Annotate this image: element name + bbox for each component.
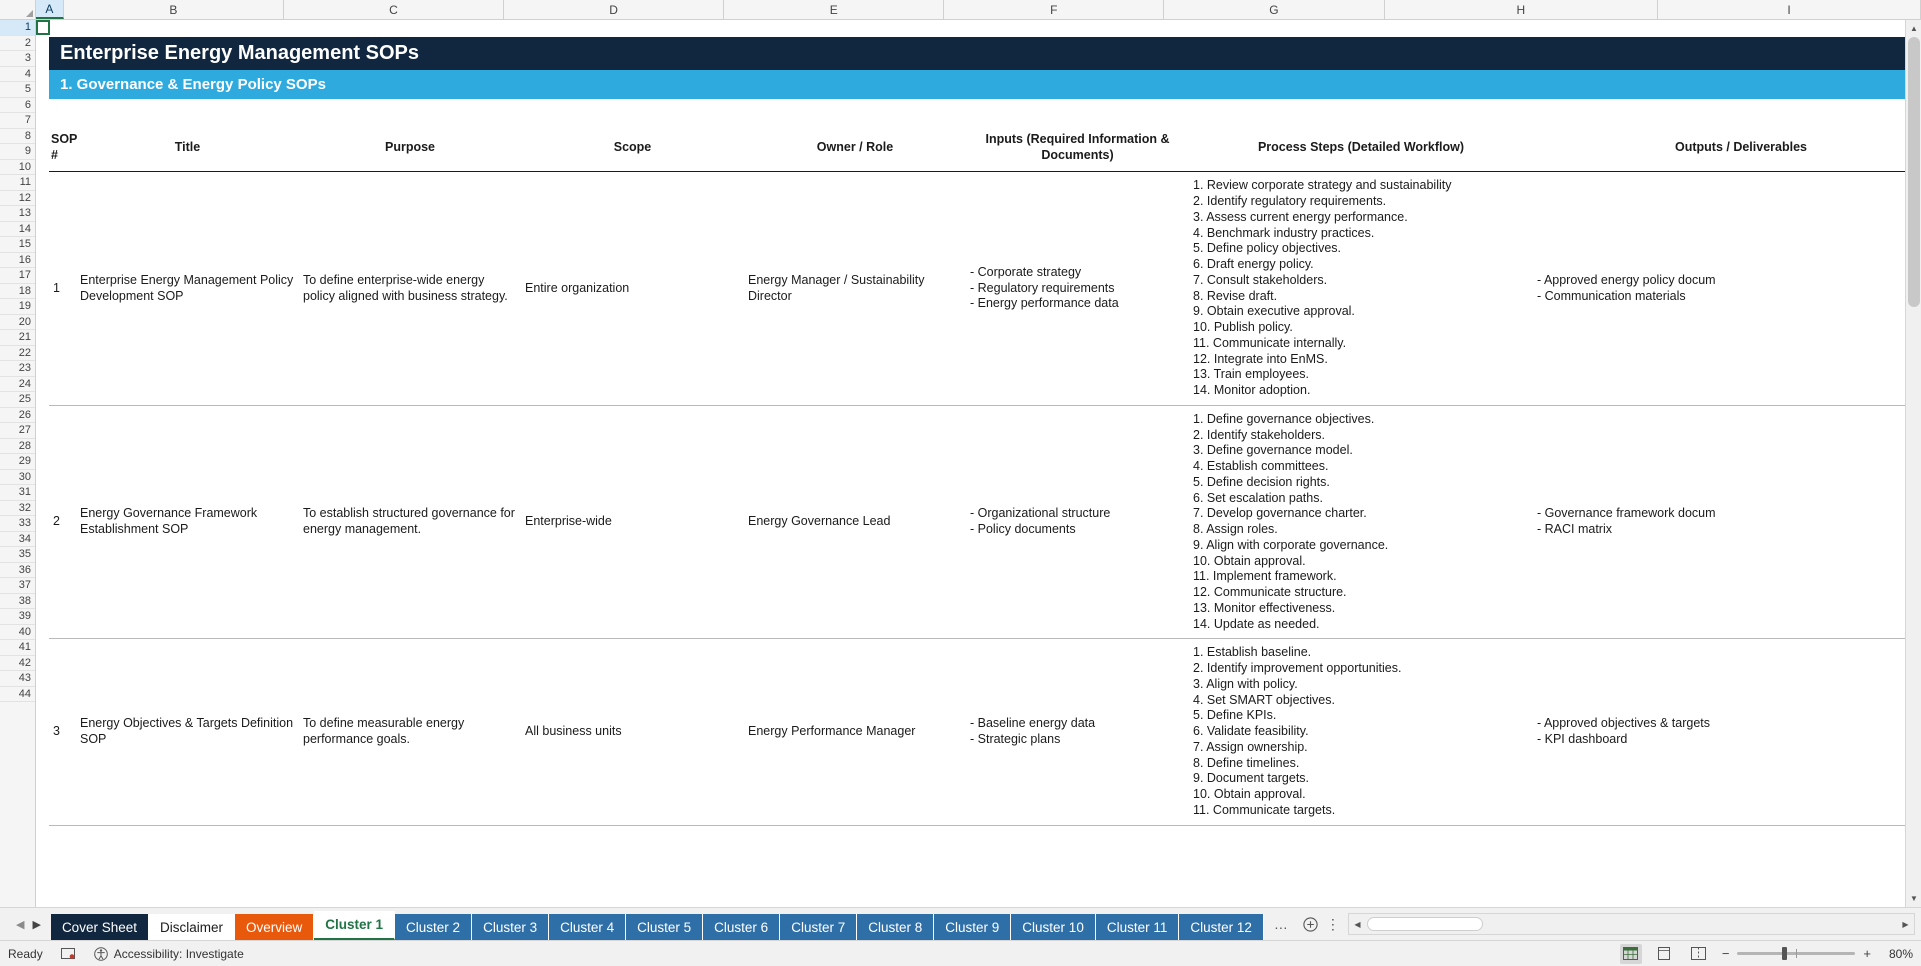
table-header-row [49, 130, 1921, 172]
cell-sop-number: 1 [49, 172, 76, 406]
column-headers [0, 0, 1921, 20]
cell-sop-number: 3 [49, 639, 76, 825]
row-header-7[interactable]: 7 [0, 113, 35, 129]
column-title-sop-number: SOP # [49, 130, 76, 172]
row-header-1[interactable]: 1 [0, 20, 35, 36]
sheet-tab-overview[interactable]: Overview [235, 914, 314, 940]
row-header-28[interactable]: 28 [0, 439, 35, 455]
column-header-B[interactable]: B [64, 0, 284, 19]
horizontal-scroll-thumb[interactable] [1367, 917, 1483, 931]
zoom-slider-thumb[interactable] [1782, 947, 1787, 960]
row-header-32[interactable]: 32 [0, 501, 35, 517]
row-header-39[interactable]: 39 [0, 609, 35, 625]
row-header-31[interactable]: 31 [0, 485, 35, 501]
scroll-up-arrow[interactable]: ▲ [1906, 20, 1921, 37]
hscroll-left-arrow[interactable]: ◀ [1349, 914, 1366, 934]
page-break-preview-button[interactable] [1688, 944, 1710, 964]
sheet-tab-cluster-8[interactable]: Cluster 8 [857, 914, 934, 940]
row-header-33[interactable]: 33 [0, 516, 35, 532]
prev-sheet-arrow-icon[interactable]: ◀ [16, 918, 25, 931]
row-header-6[interactable]: 6 [0, 98, 35, 114]
cell-title: Energy Objectives & Targets Definition SOP [76, 639, 299, 825]
sheet-tab-cluster-6[interactable]: Cluster 6 [703, 914, 780, 940]
sheet-tabs-overflow[interactable]: … [1273, 916, 1288, 932]
next-sheet-arrow-icon[interactable]: ▶ [32, 918, 41, 931]
row-header-5[interactable]: 5 [0, 82, 35, 98]
row-header-42[interactable]: 42 [0, 656, 35, 672]
row-header-43[interactable]: 43 [0, 671, 35, 687]
row-header-35[interactable]: 35 [0, 547, 35, 563]
table-row[interactable] [49, 405, 1921, 639]
active-cell-a1[interactable] [36, 20, 50, 35]
zoom-in-button[interactable]: + [1863, 946, 1871, 961]
sheet-subtitle-banner: 1. Governance & Energy Policy SOPs [49, 70, 1921, 99]
row-header-36[interactable]: 36 [0, 563, 35, 579]
column-header-D[interactable]: D [504, 0, 724, 19]
sheet-tabs [51, 908, 1264, 940]
row-header-15[interactable]: 15 [0, 237, 35, 253]
sheet-tab-cluster-1[interactable]: Cluster 1 [314, 911, 395, 940]
table-row[interactable] [49, 639, 1921, 825]
sheet-nav-arrows [2, 908, 51, 940]
row-header-27[interactable]: 27 [0, 423, 35, 439]
row-header-44[interactable]: 44 [0, 687, 35, 703]
zoom-slider-track[interactable] [1737, 952, 1855, 955]
cell-process-steps: 1. Define governance objectives. 2. Identify stakeholders. 3. Define governance model. 4. Establish committees. 5. Define decision rights. 6. Set escalation paths. 7. Develop governance charter. 8. Assign roles. 9. Align with corporate governance. 10. Obtain approval. 11. Implement framework. 12. Communicate structure. 13. Monitor effectiveness. 14. Update as needed. [1189, 405, 1533, 639]
scroll-down-arrow[interactable]: ▼ [1906, 890, 1921, 907]
column-header-C[interactable]: C [284, 0, 504, 19]
sheet-tab-cluster-9[interactable]: Cluster 9 [934, 914, 1011, 940]
zoom-control[interactable] [1722, 946, 1913, 961]
row-header-25[interactable]: 25 [0, 392, 35, 408]
hscroll-track[interactable] [1366, 914, 1897, 934]
column-header-G[interactable]: G [1164, 0, 1384, 19]
column-header-H[interactable]: H [1385, 0, 1659, 19]
column-header-F[interactable]: F [944, 0, 1164, 19]
column-title-owner: Owner / Role [744, 130, 966, 172]
cell-purpose: To define measurable energy performance goals. [299, 639, 521, 825]
cell-scope: All business units [521, 639, 744, 825]
column-header-A[interactable]: A [36, 0, 64, 19]
sheet-tab-cluster-7[interactable]: Cluster 7 [780, 914, 857, 940]
sheet-tab-cluster-11[interactable]: Cluster 11 [1096, 914, 1180, 940]
column-title-outputs: Outputs / Deliverables [1533, 130, 1921, 172]
page-layout-view-button[interactable] [1654, 944, 1676, 964]
sheet-tab-cluster-2[interactable]: Cluster 2 [395, 914, 472, 940]
column-title-purpose: Purpose [299, 130, 521, 172]
cell-purpose: To establish structured governance for energy management. [299, 405, 521, 639]
row-header-29[interactable]: 29 [0, 454, 35, 470]
cell-sop-number: 2 [49, 405, 76, 639]
sheet-tab-cluster-10[interactable]: Cluster 10 [1011, 914, 1096, 940]
sheet-canvas[interactable] [36, 20, 1921, 907]
cell-inputs: - Corporate strategy - Regulatory requirements - Energy performance data [966, 172, 1189, 406]
sheet-tab-cluster-3[interactable]: Cluster 3 [472, 914, 549, 940]
row-header-13[interactable]: 13 [0, 206, 35, 222]
status-ready [8, 947, 43, 961]
row-header-12[interactable]: 12 [0, 191, 35, 207]
sheet-tab-cluster-5[interactable]: Cluster 5 [626, 914, 703, 940]
cell-scope: Enterprise-wide [521, 405, 744, 639]
cell-owner: Energy Governance Lead [744, 405, 966, 639]
cell-title: Enterprise Energy Management Policy Development SOP [76, 172, 299, 406]
row-header-20[interactable]: 20 [0, 315, 35, 331]
sheet-tab-cluster-4[interactable]: Cluster 4 [549, 914, 626, 940]
vertical-scrollbar[interactable] [1905, 20, 1921, 907]
sheet-title-banner: Enterprise Energy Management SOPs [49, 37, 1921, 70]
row-header-9[interactable]: 9 [0, 144, 35, 160]
row-header-10[interactable]: 10 [0, 160, 35, 176]
column-header-E[interactable]: E [724, 0, 944, 19]
sheet-tab-bar [0, 907, 1921, 940]
cell-inputs: - Organizational structure - Policy documents [966, 405, 1189, 639]
cell-process-steps: 1. Review corporate strategy and sustainability 2. Identify regulatory requirements. 3. Assess current energy performance. 4. Benchmark industry practices. 5. Define policy objectives. 6. Draft energy policy. 7. Consult stakeholders. 8. Revise draft. 9. Obtain executive approval. 10. Publish policy. 11. Communicate internally. 12. Integrate into EnMS. 13. Train employees. 14. Monitor adoption. [1189, 172, 1533, 406]
normal-view-button[interactable] [1620, 944, 1642, 964]
cell-owner: Energy Performance Manager [744, 639, 966, 825]
row-header-8[interactable]: 8 [0, 129, 35, 145]
row-header-37[interactable]: 37 [0, 578, 35, 594]
zoom-out-button[interactable]: − [1721, 946, 1730, 961]
sheet-list-menu-button[interactable]: ⋮ [1325, 915, 1340, 932]
cell-title: Energy Governance Framework Establishment SOP [76, 405, 299, 639]
row-header-24[interactable]: 24 [0, 377, 35, 393]
cell-inputs: - Baseline energy data - Strategic plans [966, 639, 1189, 825]
cell-outputs: - Approved objectives & targets - KPI dashboard [1533, 639, 1921, 825]
row-header-38[interactable]: 38 [0, 594, 35, 610]
row-header-30[interactable]: 30 [0, 470, 35, 486]
row-header-40[interactable]: 40 [0, 625, 35, 641]
row-header-3[interactable]: 3 [0, 51, 35, 67]
cell-outputs: - Governance framework docum - RACI matrix [1533, 405, 1921, 639]
sop-table [49, 130, 1921, 826]
row-header-19[interactable]: 19 [0, 299, 35, 315]
row-header-17[interactable]: 17 [0, 268, 35, 284]
row-header-14[interactable]: 14 [0, 222, 35, 238]
add-sheet-button[interactable] [1298, 908, 1324, 940]
row-header-2[interactable]: 2 [0, 36, 35, 52]
column-title-process-steps: Process Steps (Detailed Workflow) [1189, 130, 1533, 172]
cell-process-steps: 1. Establish baseline. 2. Identify improvement opportunities. 3. Align with policy. 4. Set SMART objectives. 5. Define KPIs. 6. Validate feasibility. 7. Assign ownership. 8. Define timelines. 9. Document targets. 10. Obtain approval. 11. Communicate targets. [1189, 639, 1533, 825]
accessibility-status[interactable] [94, 947, 244, 961]
row-header-22[interactable]: 22 [0, 346, 35, 362]
cell-owner: Energy Manager / Sustainability Director [744, 172, 966, 406]
vertical-scroll-thumb[interactable] [1908, 37, 1920, 307]
cell-outputs: - Approved energy policy docum - Communication materials [1533, 172, 1921, 406]
accessibility-label: Accessibility: Investigate [113, 946, 244, 961]
row-header-16[interactable]: 16 [0, 253, 35, 269]
sheet-tab-disclaimer[interactable]: Disclaimer [149, 914, 235, 940]
row-header-4[interactable]: 4 [0, 67, 35, 83]
status-ready-label: Ready [8, 946, 43, 961]
hscroll-right-arrow[interactable]: ▶ [1897, 914, 1914, 934]
row-header-21[interactable]: 21 [0, 330, 35, 346]
row-headers [0, 20, 36, 907]
column-header-I[interactable]: I [1658, 0, 1921, 19]
sheet-tab-cover-sheet[interactable]: Cover Sheet [51, 914, 149, 940]
column-title-scope: Scope [521, 130, 744, 172]
zoom-slider-tick [1796, 949, 1797, 958]
table-row[interactable] [49, 172, 1921, 406]
cell-scope: Entire organization [521, 172, 744, 406]
row-header-11[interactable]: 11 [0, 175, 35, 191]
row-header-34[interactable]: 34 [0, 532, 35, 548]
row-header-23[interactable]: 23 [0, 361, 35, 377]
sheet-tab-cluster-12[interactable]: Cluster 12 [1179, 914, 1264, 940]
row-header-26[interactable]: 26 [0, 408, 35, 424]
column-title-title: Title [76, 130, 299, 172]
row-header-18[interactable]: 18 [0, 284, 35, 300]
row-header-41[interactable]: 41 [0, 640, 35, 656]
column-title-inputs: Inputs (Required Information & Documents) [966, 130, 1189, 172]
cell-purpose: To define enterprise-wide energy policy aligned with business strategy. [299, 172, 521, 406]
horizontal-scrollbar[interactable] [1348, 913, 1915, 935]
zoom-level-label[interactable]: 80% [1888, 946, 1913, 961]
select-all-corner[interactable] [0, 0, 36, 19]
macro-record-button[interactable] [61, 947, 76, 961]
status-bar [0, 940, 1921, 966]
